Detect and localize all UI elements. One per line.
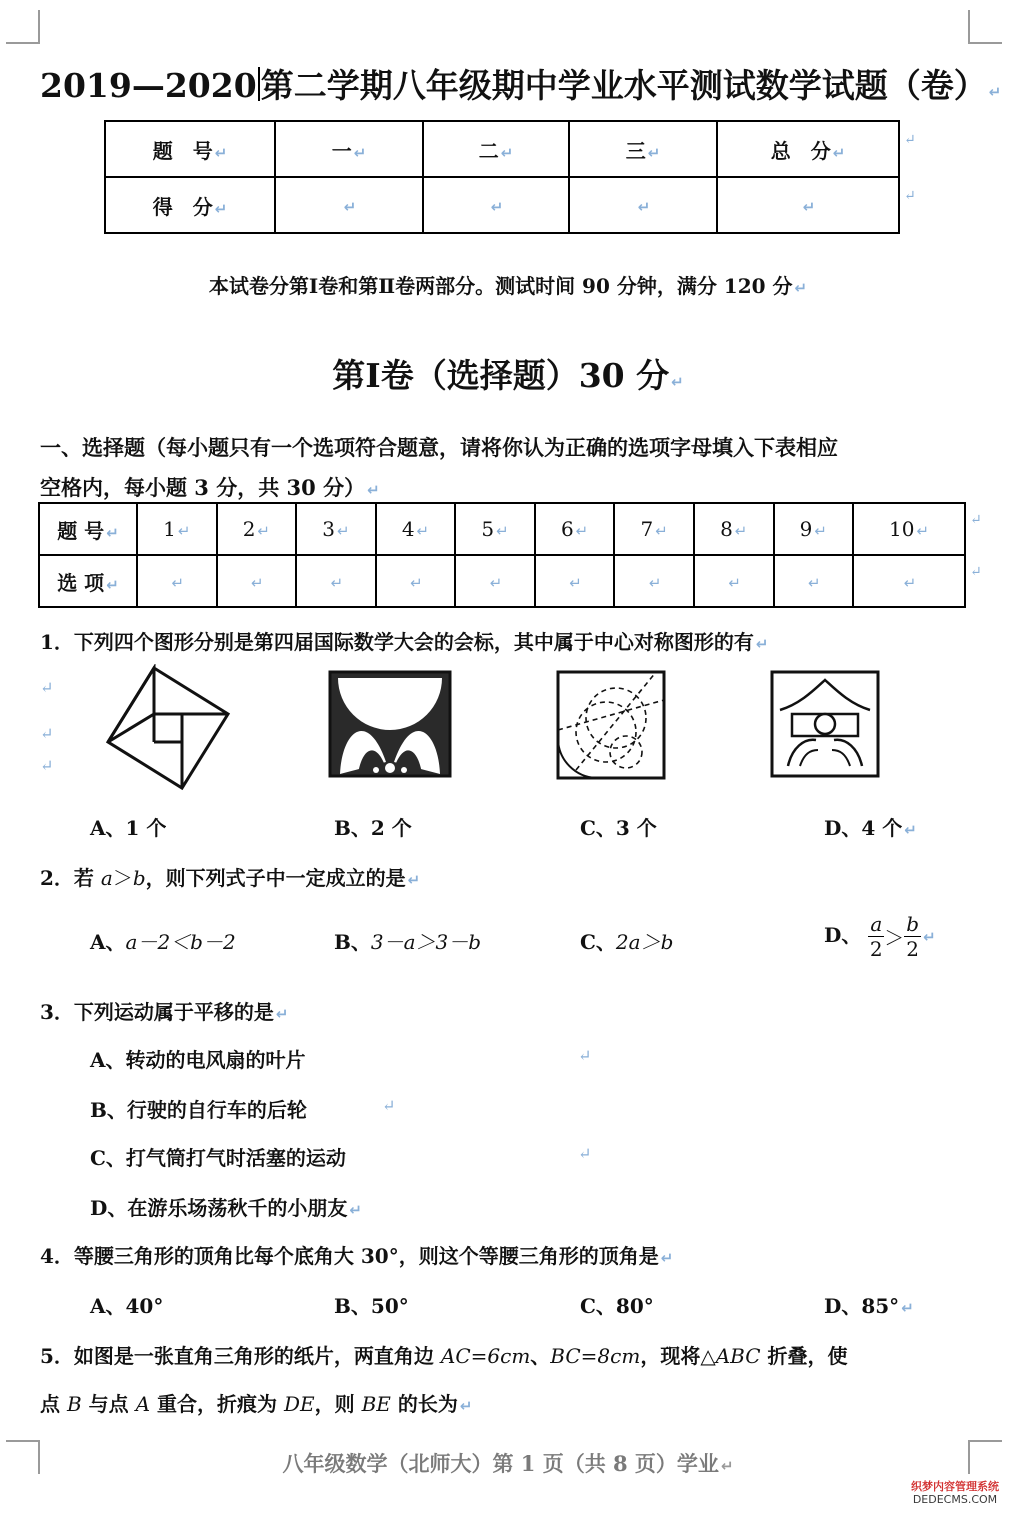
answer-input-cell[interactable]: ↵ xyxy=(217,555,297,607)
answer-input-cell[interactable]: ↵ xyxy=(535,555,615,607)
answer-input-cell[interactable]: ↵ xyxy=(694,555,774,607)
watermark-line2: DEDECMS.COM xyxy=(912,1493,998,1506)
return-mark-icon: ↵ xyxy=(40,724,54,743)
answer-input-cell[interactable]: ↵ xyxy=(455,555,535,607)
question-3-option-c: C、打气筒打气时活塞的运动 xyxy=(90,1146,346,1170)
question-4-option-b: B、50° xyxy=(334,1294,409,1318)
title-year: 2019—2020 xyxy=(40,66,257,105)
answer-number-cell: 7 ↵ xyxy=(614,503,694,555)
page-title xyxy=(40,60,1000,107)
return-mark-icon: ↵ xyxy=(988,83,1002,101)
crop-mark-top-left xyxy=(6,10,40,44)
answer-input-cell[interactable]: ↵ xyxy=(376,555,456,607)
answer-table-option-row xyxy=(39,555,965,607)
answer-input-cell[interactable]: ↵ xyxy=(853,555,965,607)
section-heading-line: 一、选择题（每小题只有一个选项符合题意，请将你认为正确的选项字母填入下表相应 xyxy=(40,435,838,460)
return-mark-icon: ↵ xyxy=(40,756,54,775)
return-mark-icon: ↵ xyxy=(904,188,916,204)
score-cell: 总 分 ↵ xyxy=(717,121,899,177)
question-1-option-b: B、2 个 xyxy=(334,816,412,840)
section-heading xyxy=(40,428,970,510)
return-mark-icon: ↵ xyxy=(382,1096,396,1115)
answer-number-cell: 5 ↵ xyxy=(455,503,535,555)
question-2-option-b: B、3－a＞3－b xyxy=(334,930,482,954)
text-cursor xyxy=(258,67,260,101)
return-mark-icon: ↵ xyxy=(970,512,982,528)
question-3-option-b: B、行驶的自行车的后轮 xyxy=(90,1098,307,1122)
answer-number-cell: 1 ↵ xyxy=(137,503,217,555)
crop-mark-top-right xyxy=(968,10,1002,44)
answer-input-cell[interactable]: ↵ xyxy=(296,555,376,607)
score-table-score-row xyxy=(105,177,899,233)
section-heading-line: 空格内，每小题 3 分，共 30 分） ↵ xyxy=(40,475,380,500)
return-mark-icon: ↵ xyxy=(40,678,54,697)
page-footer: 八年级数学（北师大）第 1 页（共 8 页）学业 ↵ xyxy=(282,1451,734,1476)
answer-table xyxy=(38,502,966,608)
answer-number-cell: 10 ↵ xyxy=(853,503,965,555)
question-5-stem-line2: 点 B 与点 A 重合，折痕为 DE，则 BE 的长为 ↵ xyxy=(40,1392,473,1416)
emblem-figure-a xyxy=(104,664,232,792)
score-input-cell[interactable]: ↵ xyxy=(275,177,423,233)
score-cell: 得 分 ↵ xyxy=(105,177,275,233)
answer-table-number-row xyxy=(39,503,965,555)
exam-intro: 本试卷分第Ⅰ卷和第Ⅱ卷两部分。测试时间 90 分钟，满分 120 分 ↵ xyxy=(208,274,808,298)
question-2-option-d: D、 $\frac{a}{2}$ ＞ $\frac{b}{2}$ ↵ xyxy=(824,912,936,961)
question-2-stem: 2．若 a＞b，则下列式子中一定成立的是 ↵ xyxy=(40,866,421,890)
question-1-option-d: D、4 个 ↵ xyxy=(824,816,917,840)
question-3-option-a: A、转动的电风扇的叶片 xyxy=(90,1048,306,1072)
question-1-stem: 1．下列四个图形分别是第四届国际数学大会的会标，其中属于中心对称图形的有 ↵ xyxy=(40,630,769,654)
return-mark-icon: ↵ xyxy=(578,1046,592,1065)
answer-number-cell: 9 ↵ xyxy=(774,503,854,555)
score-input-cell[interactable]: ↵ xyxy=(569,177,717,233)
question-1-option-c: C、3 个 xyxy=(580,816,657,840)
question-4-option-d: D、85° ↵ xyxy=(824,1294,914,1318)
score-cell: 二 ↵ xyxy=(423,121,569,177)
answer-input-cell[interactable]: ↵ xyxy=(774,555,854,607)
answer-number-cell: 3 ↵ xyxy=(296,503,376,555)
part-title: 第Ⅰ卷（选择题）30 分 ↵ xyxy=(332,356,684,395)
question-2-option-c: C、2a＞b xyxy=(580,930,674,954)
question-5-stem-line1: 5．如图是一张直角三角形的纸片，两直角边 AC=6cm、BC=8cm，现将△ABC 折叠，使 xyxy=(40,1344,848,1368)
title-main: 第二学期八年级期中学业水平测试数学试题（卷） xyxy=(260,66,987,105)
answer-input-cell[interactable]: ↵ xyxy=(614,555,694,607)
return-mark-icon: ↵ xyxy=(970,564,982,580)
answer-number-cell: 8 ↵ xyxy=(694,503,774,555)
score-cell: 一 ↵ xyxy=(275,121,423,177)
question-4-option-a: A、40° xyxy=(90,1294,164,1318)
question-1-option-a: A、1 个 xyxy=(90,816,167,840)
score-cell: 题 号 ↵ xyxy=(105,121,275,177)
question-3-stem: 3．下列运动属于平移的是 ↵ xyxy=(40,1000,289,1024)
answer-header-cell: 题 号 ↵ xyxy=(39,503,137,555)
emblem-figure-d xyxy=(770,670,880,778)
question-3-option-d: D、在游乐场荡秋千的小朋友 ↵ xyxy=(90,1196,362,1220)
emblem-figure-c xyxy=(556,670,666,780)
return-mark-icon: ↵ xyxy=(904,132,916,148)
question-2-option-a: A、a－2＜b－2 xyxy=(90,930,236,954)
answer-number-cell: 4 ↵ xyxy=(376,503,456,555)
fraction: $\frac{a}{2}$ xyxy=(869,912,883,961)
score-table xyxy=(104,120,900,234)
score-input-cell[interactable]: ↵ xyxy=(717,177,899,233)
answer-input-cell[interactable]: ↵ xyxy=(137,555,217,607)
answer-number-cell: 2 ↵ xyxy=(217,503,297,555)
watermark-line1: 织梦内容管理系统 xyxy=(911,1480,999,1493)
score-table-header-row xyxy=(105,121,899,177)
answer-number-cell: 6 ↵ xyxy=(535,503,615,555)
fraction: $\frac{b}{2}$ xyxy=(906,912,920,961)
answer-header-cell: 选 项 ↵ xyxy=(39,555,137,607)
watermark xyxy=(900,1480,1010,1506)
question-4-stem: 4．等腰三角形的顶角比每个底角大 30°，则这个等腰三角形的顶角是 ↵ xyxy=(40,1244,674,1268)
score-input-cell[interactable]: ↵ xyxy=(423,177,569,233)
question-4-option-c: C、80° xyxy=(580,1294,654,1318)
return-mark-icon: ↵ xyxy=(578,1144,592,1163)
score-cell: 三 ↵ xyxy=(569,121,717,177)
emblem-figure-b xyxy=(328,670,452,778)
